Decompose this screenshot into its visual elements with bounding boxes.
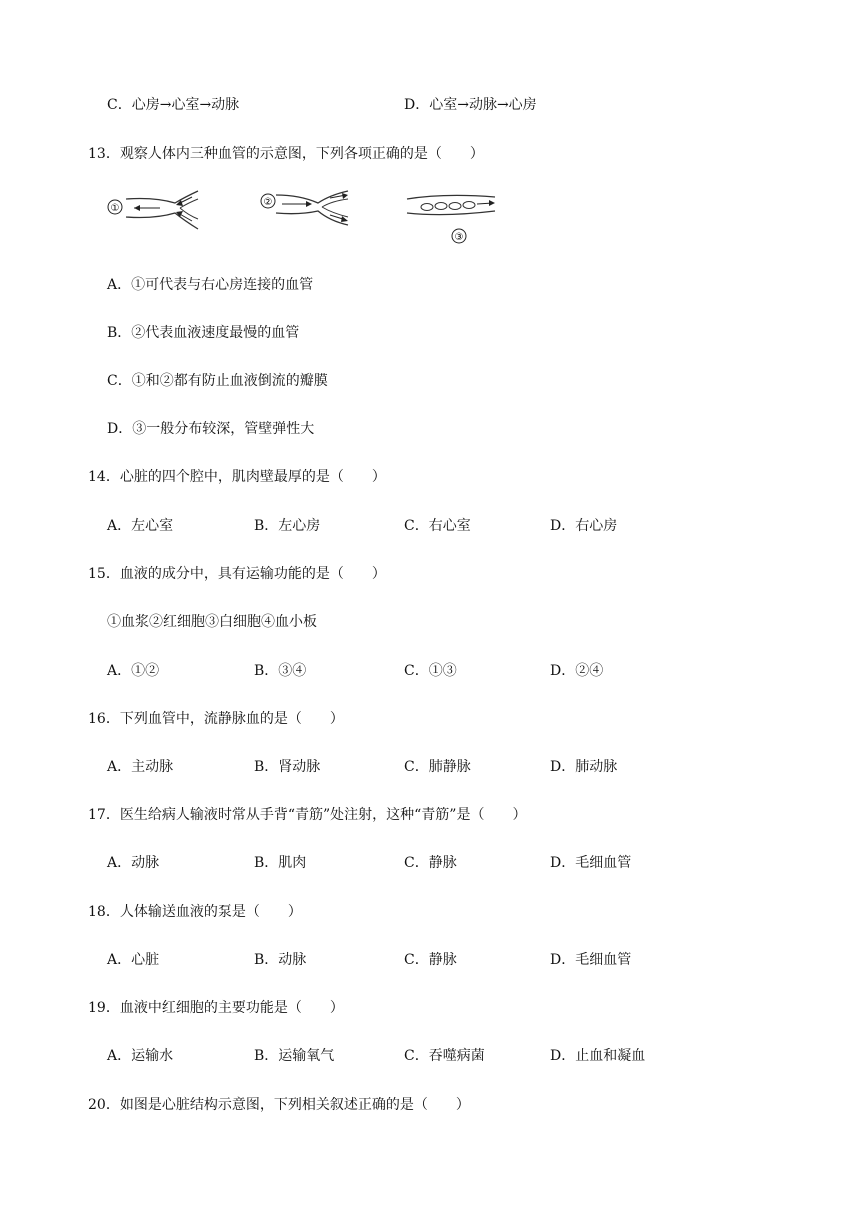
q17-option-b: B．肌肉 [254, 855, 307, 871]
q19-stem: 19．血液中红细胞的主要功能是（ ） [88, 1000, 344, 1016]
q13-option-a: A．①可代表与右心房连接的血管 [107, 277, 314, 293]
q19-option-c: C．吞噬病菌 [404, 1048, 485, 1064]
q19-option-a: A．运输水 [107, 1048, 174, 1064]
vessel-2-diagram [261, 191, 348, 225]
q15-option-d: D．②④ [550, 663, 604, 679]
q18-option-a: A．心脏 [107, 952, 160, 968]
q17-option-d: D．毛细血管 [550, 855, 632, 871]
q13-option-d: D．③一般分布较深，管壁弹性大 [107, 421, 315, 437]
q15-option-c: C．①③ [404, 663, 457, 679]
vessel-3-diagram [407, 195, 495, 243]
q14-option-d: D．右心房 [550, 518, 618, 534]
vessel-1-diagram [108, 191, 198, 229]
q16-option-c: C．肺静脉 [404, 759, 471, 775]
q14-stem: 14．心脏的四个腔中，肌肉壁最厚的是（ ） [88, 469, 386, 485]
q18-option-c: C．静脉 [404, 952, 457, 968]
q19-option-d: D．止血和凝血 [550, 1048, 646, 1064]
q15-option-a: A．①② [107, 663, 160, 679]
q18-option-d: D．毛细血管 [550, 952, 632, 968]
q17-option-a: A．动脉 [107, 855, 160, 871]
q16-option-d: D．肺动脉 [550, 759, 618, 775]
q14-option-b: B．左心房 [254, 518, 321, 534]
q15-stem: 15．血液的成分中，具有运输功能的是（ ） [88, 566, 386, 582]
q13-option-c: C．①和②都有防止血液倒流的瓣膜 [107, 373, 328, 389]
q16-option-a: A．主动脉 [107, 759, 174, 775]
q17-option-c: C．静脉 [404, 855, 457, 871]
vessel-3-label: ③ [454, 232, 464, 243]
q13-stem: 13．观察人体内三种血管的示意图，下列各项正确的是（ ） [88, 146, 484, 162]
q15-component-list: ①血浆②红细胞③白细胞④血小板 [107, 614, 317, 630]
q16-option-b: B．肾动脉 [254, 759, 321, 775]
q14-option-a: A．左心室 [107, 518, 174, 534]
q16-stem: 16．下列血管中，流静脉血的是（ ） [88, 711, 344, 727]
q13-option-b: B．②代表血液速度最慢的血管 [107, 325, 300, 341]
q18-option-b: B．动脉 [254, 952, 307, 968]
q17-stem: 17．医生给病人输液时常从手背“青筋”处注射，这种“青筋”是（ ） [88, 807, 527, 823]
q20-stem: 20．如图是心脏结构示意图，下列相关叙述正确的是（ ） [88, 1097, 470, 1113]
q12-option-c: C．心房→心室→动脉 [107, 97, 240, 113]
vessel-1-label: ① [110, 203, 120, 214]
q14-option-c: C．右心室 [404, 518, 471, 534]
blood-vessel-figure [100, 185, 520, 255]
q18-stem: 18．人体输送血液的泵是（ ） [88, 904, 302, 920]
vessel-2-label: ② [263, 197, 273, 208]
q12-option-d: D．心室→动脉→心房 [404, 97, 537, 113]
q19-option-b: B．运输氧气 [254, 1048, 335, 1064]
q15-option-b: B．③④ [254, 663, 307, 679]
